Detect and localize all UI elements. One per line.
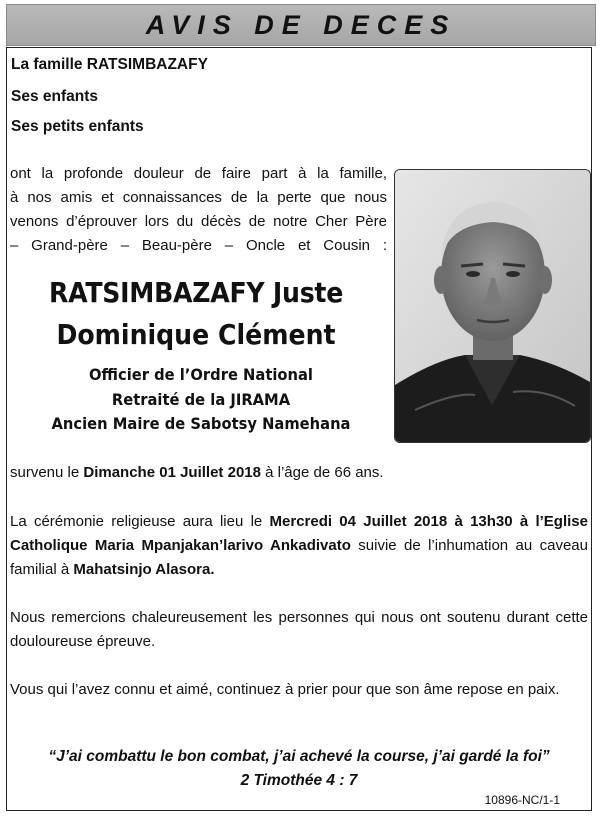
ceremony-mid: suivie de l’inhumation au caveau familial à	[10, 537, 588, 578]
deceased-title-2: Retraité de la JIRAMA	[111, 390, 291, 409]
thanks-paragraph: Nous remercions chaleureusement les personnes qui nous ont soutenu durant cette douloureuse épreuve.	[10, 609, 588, 650]
reference-code: 10896-NC/1-1	[484, 793, 560, 807]
death-paragraph	[10, 461, 588, 485]
family-line-3: Ses petits enfants	[11, 118, 144, 135]
intro-line-2: à nos amis et connaissances de la perte que nous	[10, 189, 387, 206]
ceremony-place: Mahatsinjo Alasora.	[73, 561, 215, 578]
ceremony-paragraph	[10, 510, 588, 582]
family-line-1: La famille RATSIMBAZAFY	[11, 56, 208, 73]
death-date: Dimanche 01 Juillet 2018	[83, 464, 261, 481]
family-line-2: Ses enfants	[11, 88, 99, 105]
bible-quote: “J’ai combattu le bon combat, j’ai achevé la course, j’ai gardé la foi”	[48, 748, 550, 765]
header-title: AVIS DE DECES	[145, 9, 457, 40]
intro-line-4: – Grand-père – Beau-père – Oncle et Cousin :	[10, 237, 387, 254]
intro-line-1: ont la profonde douleur de faire part à la famille,	[10, 165, 387, 182]
portrait-photo	[394, 169, 591, 443]
ceremony-pre: La cérémonie religieuse aura lieu le	[10, 513, 270, 530]
header-banner	[6, 4, 596, 46]
deceased-name-line-2: Dominique Clément	[56, 318, 336, 351]
prayer-paragraph: Vous qui l’avez connu et aimé, continuez à prier pour que son âme repose en paix.	[10, 681, 560, 698]
intro-paragraph	[10, 162, 387, 258]
ceremony-when: Mercredi 04 Juillet 2018 à 13h30 à l’Eglise Catholique Maria Mpanjakan’larivo Ankadivato	[10, 513, 588, 554]
intro-line-3: venons d’éprouver lors du décès de notre Cher Père	[10, 213, 387, 230]
deceased-title-3: Ancien Maire de Sabotsy Namehana	[51, 414, 351, 433]
portrait-illustration	[395, 170, 590, 442]
death-pre: survenu le	[10, 464, 84, 481]
deceased-title-1: Officier de l’Ordre National	[89, 365, 313, 384]
bible-reference: 2 Timothée 4 : 7	[240, 772, 358, 789]
death-post: à l’âge de 66 ans.	[260, 464, 384, 481]
deceased-name-line-1: RATSIMBAZAFY Juste	[48, 276, 344, 309]
